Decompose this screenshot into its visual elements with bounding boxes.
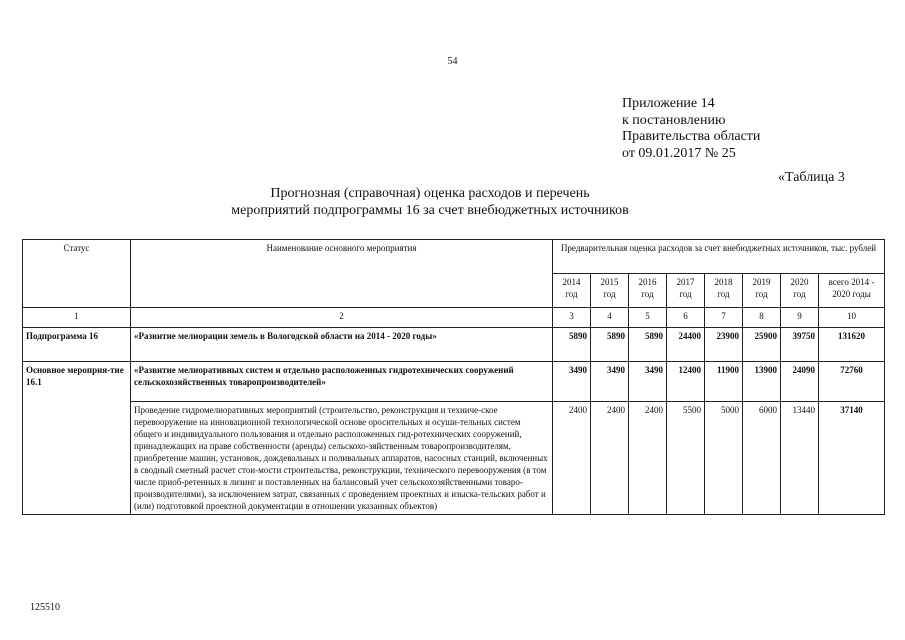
row-value: 39750: [781, 328, 819, 362]
row-value: 3490: [591, 362, 629, 402]
row-value: 23900: [705, 328, 743, 362]
header-year-2018: 2018 год: [705, 274, 743, 308]
row-name: «Развитие мелиоративных систем и отдельно расположенных гидротехнических сооружений сельскохозяйственных товаропроизводителей»: [131, 362, 553, 402]
row-value: 2400: [591, 402, 629, 515]
index-cell: 4: [591, 308, 629, 328]
header-year-2017: 2017 год: [667, 274, 705, 308]
header-estimate: Предварительная оценка расходов за счет внебюджетных источников, тыс. рублей: [553, 240, 885, 274]
title-line-2: мероприятий подпрограммы 16 за счет внебюджетных источников: [231, 202, 629, 218]
appendix-line-3: Правительства области: [622, 129, 761, 144]
row-value: 24090: [781, 362, 819, 402]
header-year-2016: 2016 год: [629, 274, 667, 308]
title-line-1: Прогнозная (справочная) оценка расходов и перечень: [270, 186, 590, 201]
index-cell: 6: [667, 308, 705, 328]
row-value: 25900: [743, 328, 781, 362]
row-value: 5000: [705, 402, 743, 515]
expenses-table: [22, 239, 885, 515]
index-cell: 7: [705, 308, 743, 328]
row-value: 5500: [667, 402, 705, 515]
row-value: 5890: [553, 328, 591, 362]
row-total: 131620: [819, 328, 885, 362]
appendix-line-4: от 09.01.2017 № 25: [622, 145, 736, 161]
row-value: 3490: [629, 362, 667, 402]
row-value: 5890: [629, 328, 667, 362]
row-status: [23, 402, 131, 515]
row-name: Проведение гидромелиоративных мероприятий (строительство, реконструкция и техниче-ское перевооружение на инновационной технологической основе оросительных и осуши-тельных систем общего и индивидуального пользования и отдельно расположенных гид-ротехнических сооружений, принадлежащих на праве собственности (аренды) сельскохо-зяйственным товаропроизводителям, приобретение машин, установок, дождевальных и поливальных аппаратов, насосных станций, включенных в сводный сметный расчет стои-мости строительства, реконструкции, технического перевооружения (в том числе приоб-ретенных в лизинг и поставленных на балансовый учет сельскохозяйственными товаро-производителями), за исключением затрат, связанных с проведением проектных и изыска-тельских работ и (или) подготовкой проектной документации в отношении указанных объектов): [131, 402, 553, 515]
index-cell: 5: [629, 308, 667, 328]
header-status: Статус: [23, 240, 131, 274]
index-cell: 1: [23, 308, 131, 328]
header-year-2015: 2015 год: [591, 274, 629, 308]
page-number: 54: [447, 56, 458, 67]
row-value: 2400: [553, 402, 591, 515]
row-name: «Развитие мелиорации земель в Вологодской области на 2014 - 2020 годы»: [131, 328, 553, 362]
header-name-cont: [131, 274, 553, 308]
row-status: Основное мероприя-тие 16.1: [23, 362, 131, 402]
index-cell: 9: [781, 308, 819, 328]
header-year-2014: 2014 год: [553, 274, 591, 308]
index-cell: 8: [743, 308, 781, 328]
index-cell: 10: [819, 308, 885, 328]
header-row-1: [23, 240, 885, 274]
row-value: 13900: [743, 362, 781, 402]
header-name: Наименование основного мероприятия: [131, 240, 553, 274]
row-status: Подпрограмма 16: [23, 328, 131, 362]
row-total: 37140: [819, 402, 885, 515]
row-value: 11900: [705, 362, 743, 402]
index-cell: 3: [553, 308, 591, 328]
table-row-measure-16-1: [23, 362, 885, 402]
header-year-2020: 2020 год: [781, 274, 819, 308]
appendix-line-1: Приложение 14: [622, 96, 715, 111]
header-row-2: [23, 274, 885, 308]
row-value: 12400: [667, 362, 705, 402]
index-cell: 2: [131, 308, 553, 328]
row-value: 2400: [629, 402, 667, 515]
appendix-line-2: к постановлению: [622, 112, 726, 128]
row-value: 5890: [591, 328, 629, 362]
row-total: 72760: [819, 362, 885, 402]
document-title: [140, 186, 720, 219]
row-value: 3490: [553, 362, 591, 402]
table-row-activity: [23, 402, 885, 515]
header-status-cont: [23, 274, 131, 308]
header-year-2019: 2019 год: [743, 274, 781, 308]
table-row-subprogram: [23, 328, 885, 362]
header-total: всего 2014 - 2020 годы: [819, 274, 885, 308]
appendix-block: [622, 96, 760, 162]
row-value: 13440: [781, 402, 819, 515]
table-label: «Таблица 3: [778, 170, 845, 185]
index-row: [23, 308, 885, 328]
row-value: 6000: [743, 402, 781, 515]
row-value: 24400: [667, 328, 705, 362]
footer-code: 125510: [30, 602, 60, 613]
